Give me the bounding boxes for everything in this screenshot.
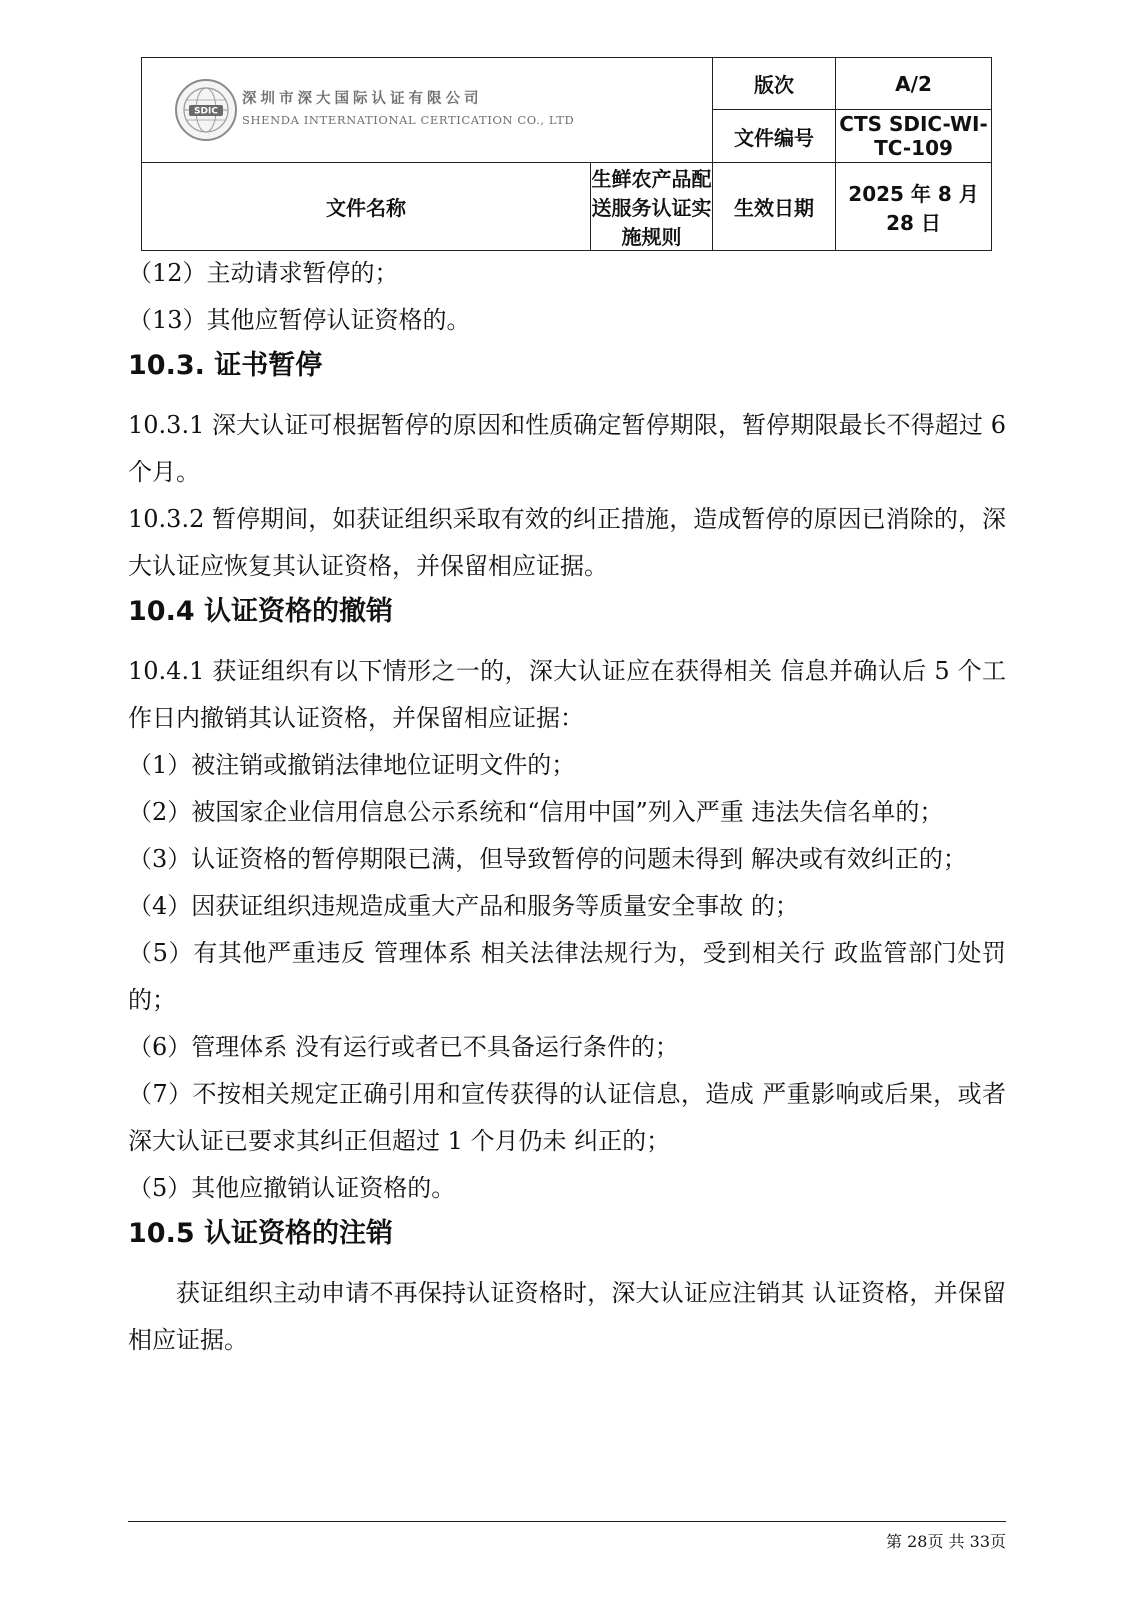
list-item: （5）有其他严重违反 管理体系 相关法律法规行为，受到相关行 政监管部门处罚的； xyxy=(128,939,1006,1014)
effective-date-label: 生效日期 xyxy=(713,163,836,251)
paragraph-10-3-2: 10.3.2 暂停期间，如获证组织采取有效的纠正措施，造成暂停的原因已消除的，深大认证应恢复其认证资格，并保留相应证据。 xyxy=(128,505,1006,580)
paragraph-10-5: 获证组织主动申请不再保持认证资格时，深大认证应注销其 认证资格，并保留相应证据。 xyxy=(128,1279,1006,1354)
list-item: （1）被注销或撤销法律地位证明文件的； xyxy=(128,751,576,779)
list-item: （6）管理体系 没有运行或者已不具备运行条件的； xyxy=(128,1033,679,1061)
company-logo-cell xyxy=(142,58,713,163)
footer-divider xyxy=(128,1521,1006,1522)
list-item: （12）主动请求暂停的； xyxy=(128,259,399,287)
list-item: （4）因获证组织违规造成重大产品和服务等质量安全事故 的； xyxy=(128,892,799,920)
doc-number-value: CTS SDIC-WI-TC-109 xyxy=(836,110,992,163)
company-name-en: SHENDA INTERNATIONAL CERTICATION CO., LTD xyxy=(242,113,575,127)
version-label: 版次 xyxy=(713,58,836,110)
paragraph-10-3-1: 10.3.1 深大认证可根据暂停的原因和性质确定暂停期限，暂停期限最长不得超过 6 个月。 xyxy=(128,411,1006,486)
list-item: （13）其他应暂停认证资格的。 xyxy=(128,306,471,334)
list-item: （7）不按相关规定正确引用和宣传获得的认证信息，造成 严重影响或后果，或者深大认证已要求其纠正但超过 1 个月仍未 纠正的； xyxy=(128,1080,1006,1155)
document-body xyxy=(128,250,1006,1364)
version-value: A/2 xyxy=(836,58,992,110)
doc-name-value: 生鲜农产品配送服务认证实施规则 xyxy=(591,163,713,251)
doc-name-label: 文件名称 xyxy=(142,163,591,251)
paragraph-10-4-1: 10.4.1 获证组织有以下情形之一的，深大认证应在获得相关 信息并确认后 5 个工作日内撤销其认证资格，并保留相应证据： xyxy=(128,657,1006,732)
company-name-cn: 深圳市深大国际认证有限公司 xyxy=(242,91,483,107)
list-item: （2）被国家企业信用信息公示系统和“信用中国”列入严重 违法失信名单的； xyxy=(128,798,944,826)
effective-date-value: 2025 年 8 月 28 日 xyxy=(836,163,992,251)
section-heading-10-4: 10.4 认证资格的撤销 xyxy=(128,596,394,627)
section-heading-10-5: 10.5 认证资格的注销 xyxy=(128,1218,394,1249)
svg-text:SDIC: SDIC xyxy=(194,106,218,117)
list-item: （5）其他应撤销认证资格的。 xyxy=(128,1174,456,1202)
doc-number-label: 文件编号 xyxy=(713,110,836,163)
page-number: 第 28页 共 33页 xyxy=(886,1532,1006,1551)
company-seal-icon xyxy=(174,78,238,142)
document-header-table xyxy=(141,57,992,251)
section-heading-10-3: 10.3. 证书暂停 xyxy=(128,350,323,381)
list-item: （3）认证资格的暂停期限已满，但导致暂停的问题未得到 解决或有效纠正的； xyxy=(128,845,967,873)
